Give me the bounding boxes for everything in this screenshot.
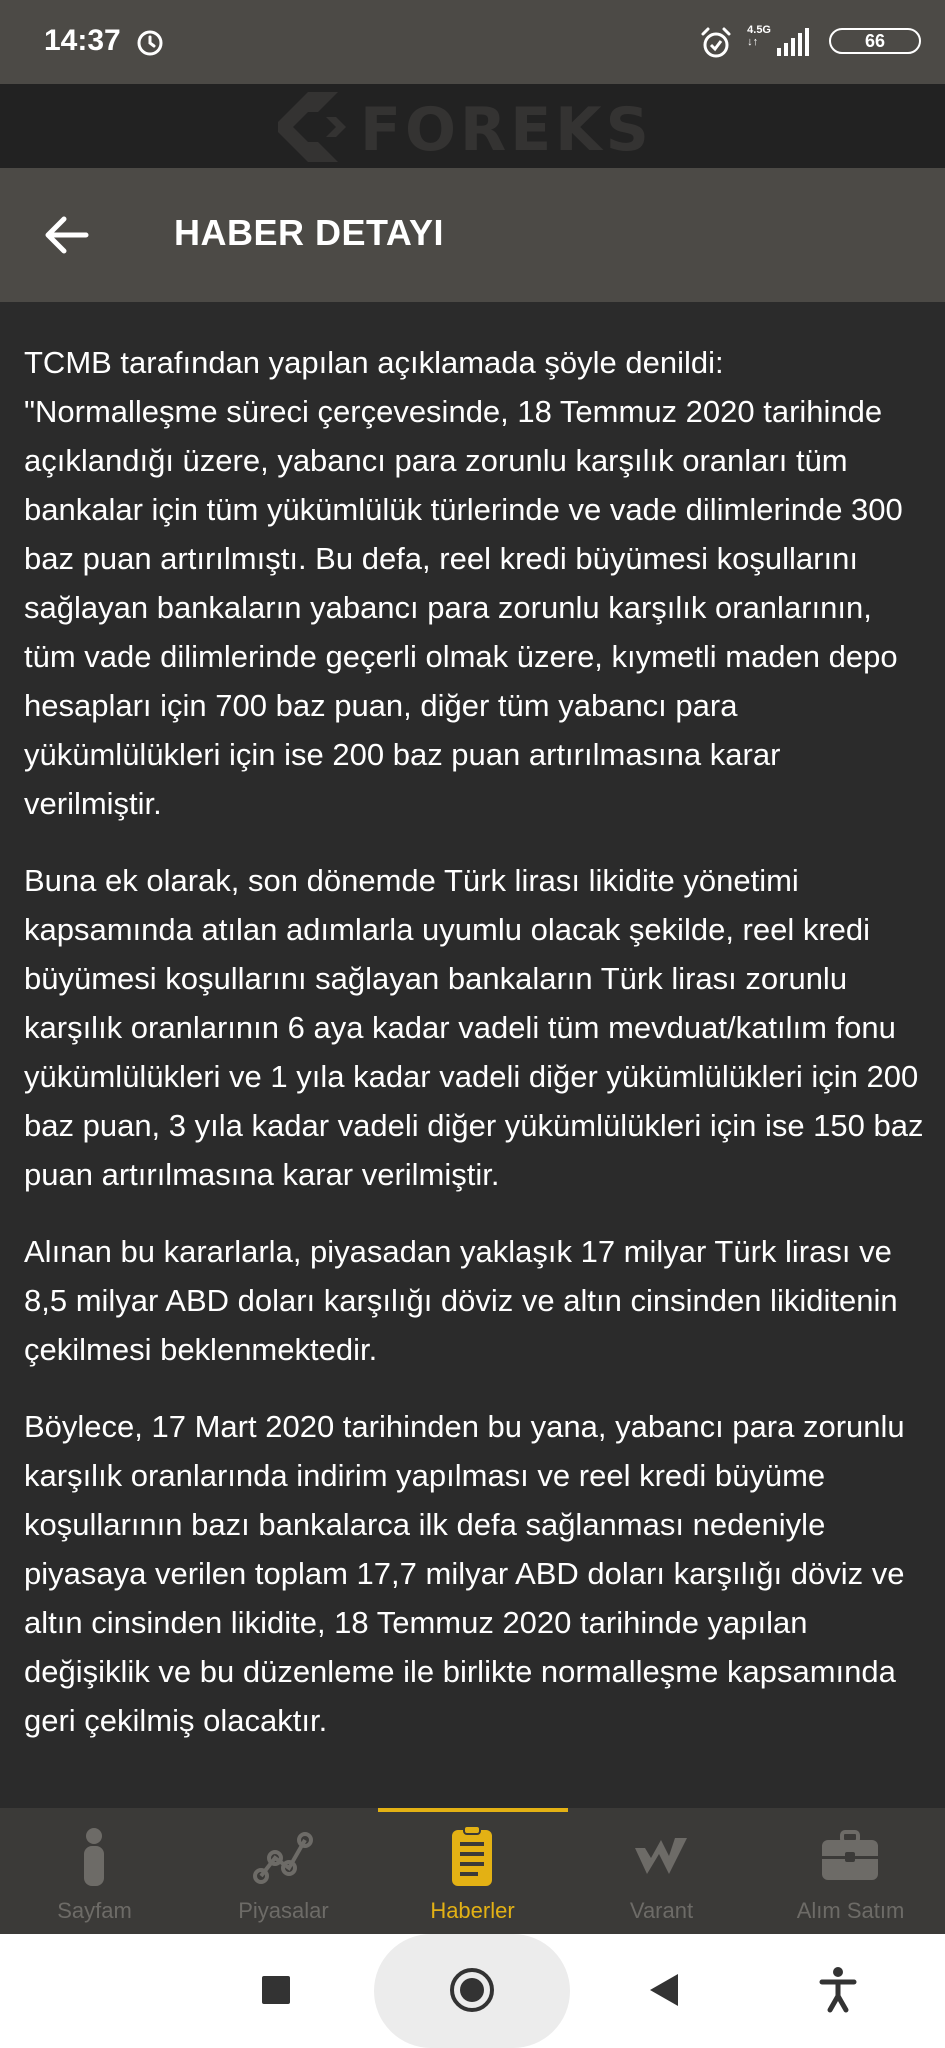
nav-label: Varant: [629, 1898, 694, 1923]
article-paragraph: Alınan bu kararlarla, piyasadan yaklaşık 17 milyar Türk lirası ve 8,5 milyar ABD doları karşılığı döviz ve altın cinsinden likiditenin çekilmesi beklenmektedir.: [24, 1234, 898, 1367]
brand-band: [0, 84, 945, 168]
status-indicators: [681, 22, 921, 62]
nav-item-alim-satim[interactable]: [756, 1808, 945, 1934]
briefcase-icon: [818, 1824, 882, 1888]
recents-square-icon[interactable]: [244, 1958, 308, 2022]
page-title: HABER DETAYI: [174, 212, 445, 253]
network-type: 4.5G ↓↑: [747, 24, 771, 48]
article-body[interactable]: [0, 302, 945, 1808]
battery-icon: 66: [829, 28, 921, 54]
bottom-nav: [0, 1808, 945, 1934]
article-paragraph: TCMB tarafından yapılan açıklamada şöyle denildi: "Normalleşme süreci çerçevesinde, 18 Temmuz 2020 tarihinde açıklandığı üzere, yabancı para zorunlu karşılık oranları tüm bankalar için tüm yükümlülük türlerinde ve vade dilimlerinde 300 baz puan artırılmıştı. Bu defa, reel kredi büyümesi koşullarını sağlayan bankaların yabancı para zorunlu karşılık oranlarının, tüm vade dilimlerinde geçerli olmak üzere, kıymetli maden depo hesapları için 700 baz puan, diğer tüm yabancı para yükümlülükleri için ise 200 baz puan artırılmasına karar verilmiştir.: [24, 345, 903, 821]
nav-item-piyasalar[interactable]: [189, 1808, 378, 1934]
chart-line-icon: [251, 1824, 315, 1888]
back-triangle-icon[interactable]: [632, 1958, 696, 2022]
home-circle-icon[interactable]: [440, 1958, 504, 2022]
status-bar: [0, 0, 945, 84]
article-paragraph: Buna ek olarak, son dönemde Türk lirası likidite yönetimi kapsamında atılan adımlarla uyumlu olacak şekilde, reel kredi büyümesi koşullarını sağlayan bankaların Türk lirası zorunlu karşılık oranlarının 6 aya kadar vadeli tüm mevduat/katılım fonu yükümlülükleri ve 1 yıla kadar vadeli diğer yükümlülükleri için 200 baz puan, 3 yıla kadar vadeli diğer yükümlülükleri için ise 150 baz puan artırılmasına karar verilmiştir.: [24, 863, 924, 1192]
signal-icon: [775, 28, 811, 56]
nav-label: Sayfam: [57, 1898, 132, 1923]
status-time: 14:37: [44, 24, 121, 57]
nav-item-haberler[interactable]: [378, 1808, 567, 1934]
alarm-icon: [134, 26, 166, 58]
app-header: [0, 168, 945, 302]
accessibility-icon[interactable]: [806, 1958, 870, 2022]
alarm-clock-icon: [699, 26, 733, 60]
nav-label: Alım Satım: [796, 1898, 905, 1923]
logo-text: FOREKS: [360, 95, 653, 165]
nav-item-sayfam[interactable]: [0, 1808, 189, 1934]
varant-icon: [629, 1824, 693, 1888]
nav-label: Haberler: [430, 1898, 515, 1923]
back-arrow-icon[interactable]: [34, 203, 98, 267]
person-icon: [62, 1824, 126, 1888]
system-nav-bar: [0, 1934, 945, 2048]
nav-item-varant[interactable]: [567, 1808, 756, 1934]
foreks-logo: [278, 86, 668, 168]
nav-label: Piyasalar: [238, 1898, 329, 1923]
article-paragraph: Böylece, 17 Mart 2020 tarihinden bu yana, yabancı para zorunlu karşılık oranlarında indirim yapılması ve reel kredi büyüme koşullarının bazı bankalarca ilk defa sağlanması nedeniyle piyasaya verilen toplam 17,7 milyar ABD doları karşılığı döviz ve altın cinsinden likidite, 18 Temmuz 2020 tarihinde yapılan değişiklik ve bu düzenleme ile birlikte normalleşme kapsamında geri çekilmiş olacaktır.: [24, 1409, 905, 1738]
clipboard-icon: [440, 1824, 504, 1888]
